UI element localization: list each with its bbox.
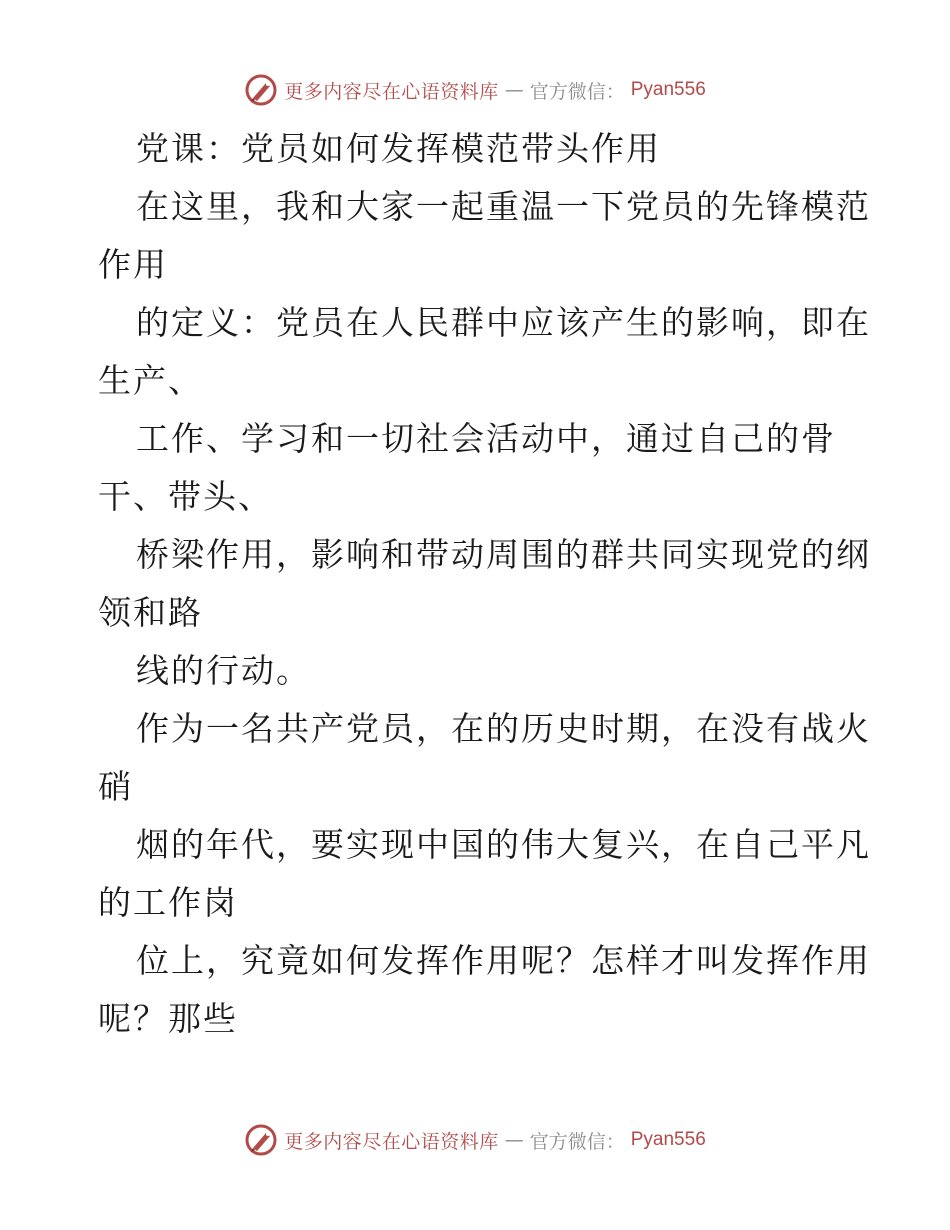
text-line: 领和路: [98, 593, 203, 632]
watermark-handle: Pyan556: [630, 79, 706, 100]
text-line: 工作、学习和一切社会活动中，通过自己的骨: [136, 419, 836, 458]
watermark-main-text: 更多内容尽在心语资料库: [284, 80, 499, 103]
text-line: 作为一名共产党员，在的历史时期，在没有战火: [136, 709, 871, 748]
watermark-wechat-label: 官方微信：: [529, 1130, 625, 1153]
text-line: 呢？那些: [98, 999, 238, 1038]
text-line: 位上，究竟如何发挥作用呢？怎样才叫发挥作用: [136, 941, 871, 980]
text-line: 桥梁作用，影响和带动周围的群共同实现党的纲: [136, 535, 871, 574]
document-body: [98, 120, 871, 1048]
text-line: 干、带头、: [98, 477, 273, 516]
watermark-handle: Pyan556: [630, 1129, 706, 1150]
text-line: 烟的年代，要实现中国的伟大复兴，在自己平凡: [136, 825, 871, 864]
text-line: 的定义：党员在人民群中应该产生的影响，即在: [136, 303, 871, 342]
watermark-separator: —: [504, 79, 524, 101]
watermark-separator: —: [504, 1129, 524, 1151]
pen-logo-icon: [244, 73, 278, 107]
footer-watermark: [0, 1120, 950, 1160]
text-line: 在这里，我和大家一起重温一下党员的先锋模范: [136, 187, 871, 226]
text-line: 党课：党员如何发挥模范带头作用: [136, 129, 661, 168]
text-line: 生产、: [98, 361, 203, 400]
watermark-wechat-label: 官方微信：: [529, 80, 625, 103]
text-line: 的工作岗: [98, 883, 238, 922]
text-line: 硝: [98, 767, 133, 806]
text-line: 线的行动。: [136, 651, 311, 690]
pen-logo-icon: [244, 1123, 278, 1157]
text-line: 作用: [98, 245, 168, 284]
header-watermark: [0, 70, 950, 110]
watermark-main-text: 更多内容尽在心语资料库: [284, 1130, 499, 1153]
